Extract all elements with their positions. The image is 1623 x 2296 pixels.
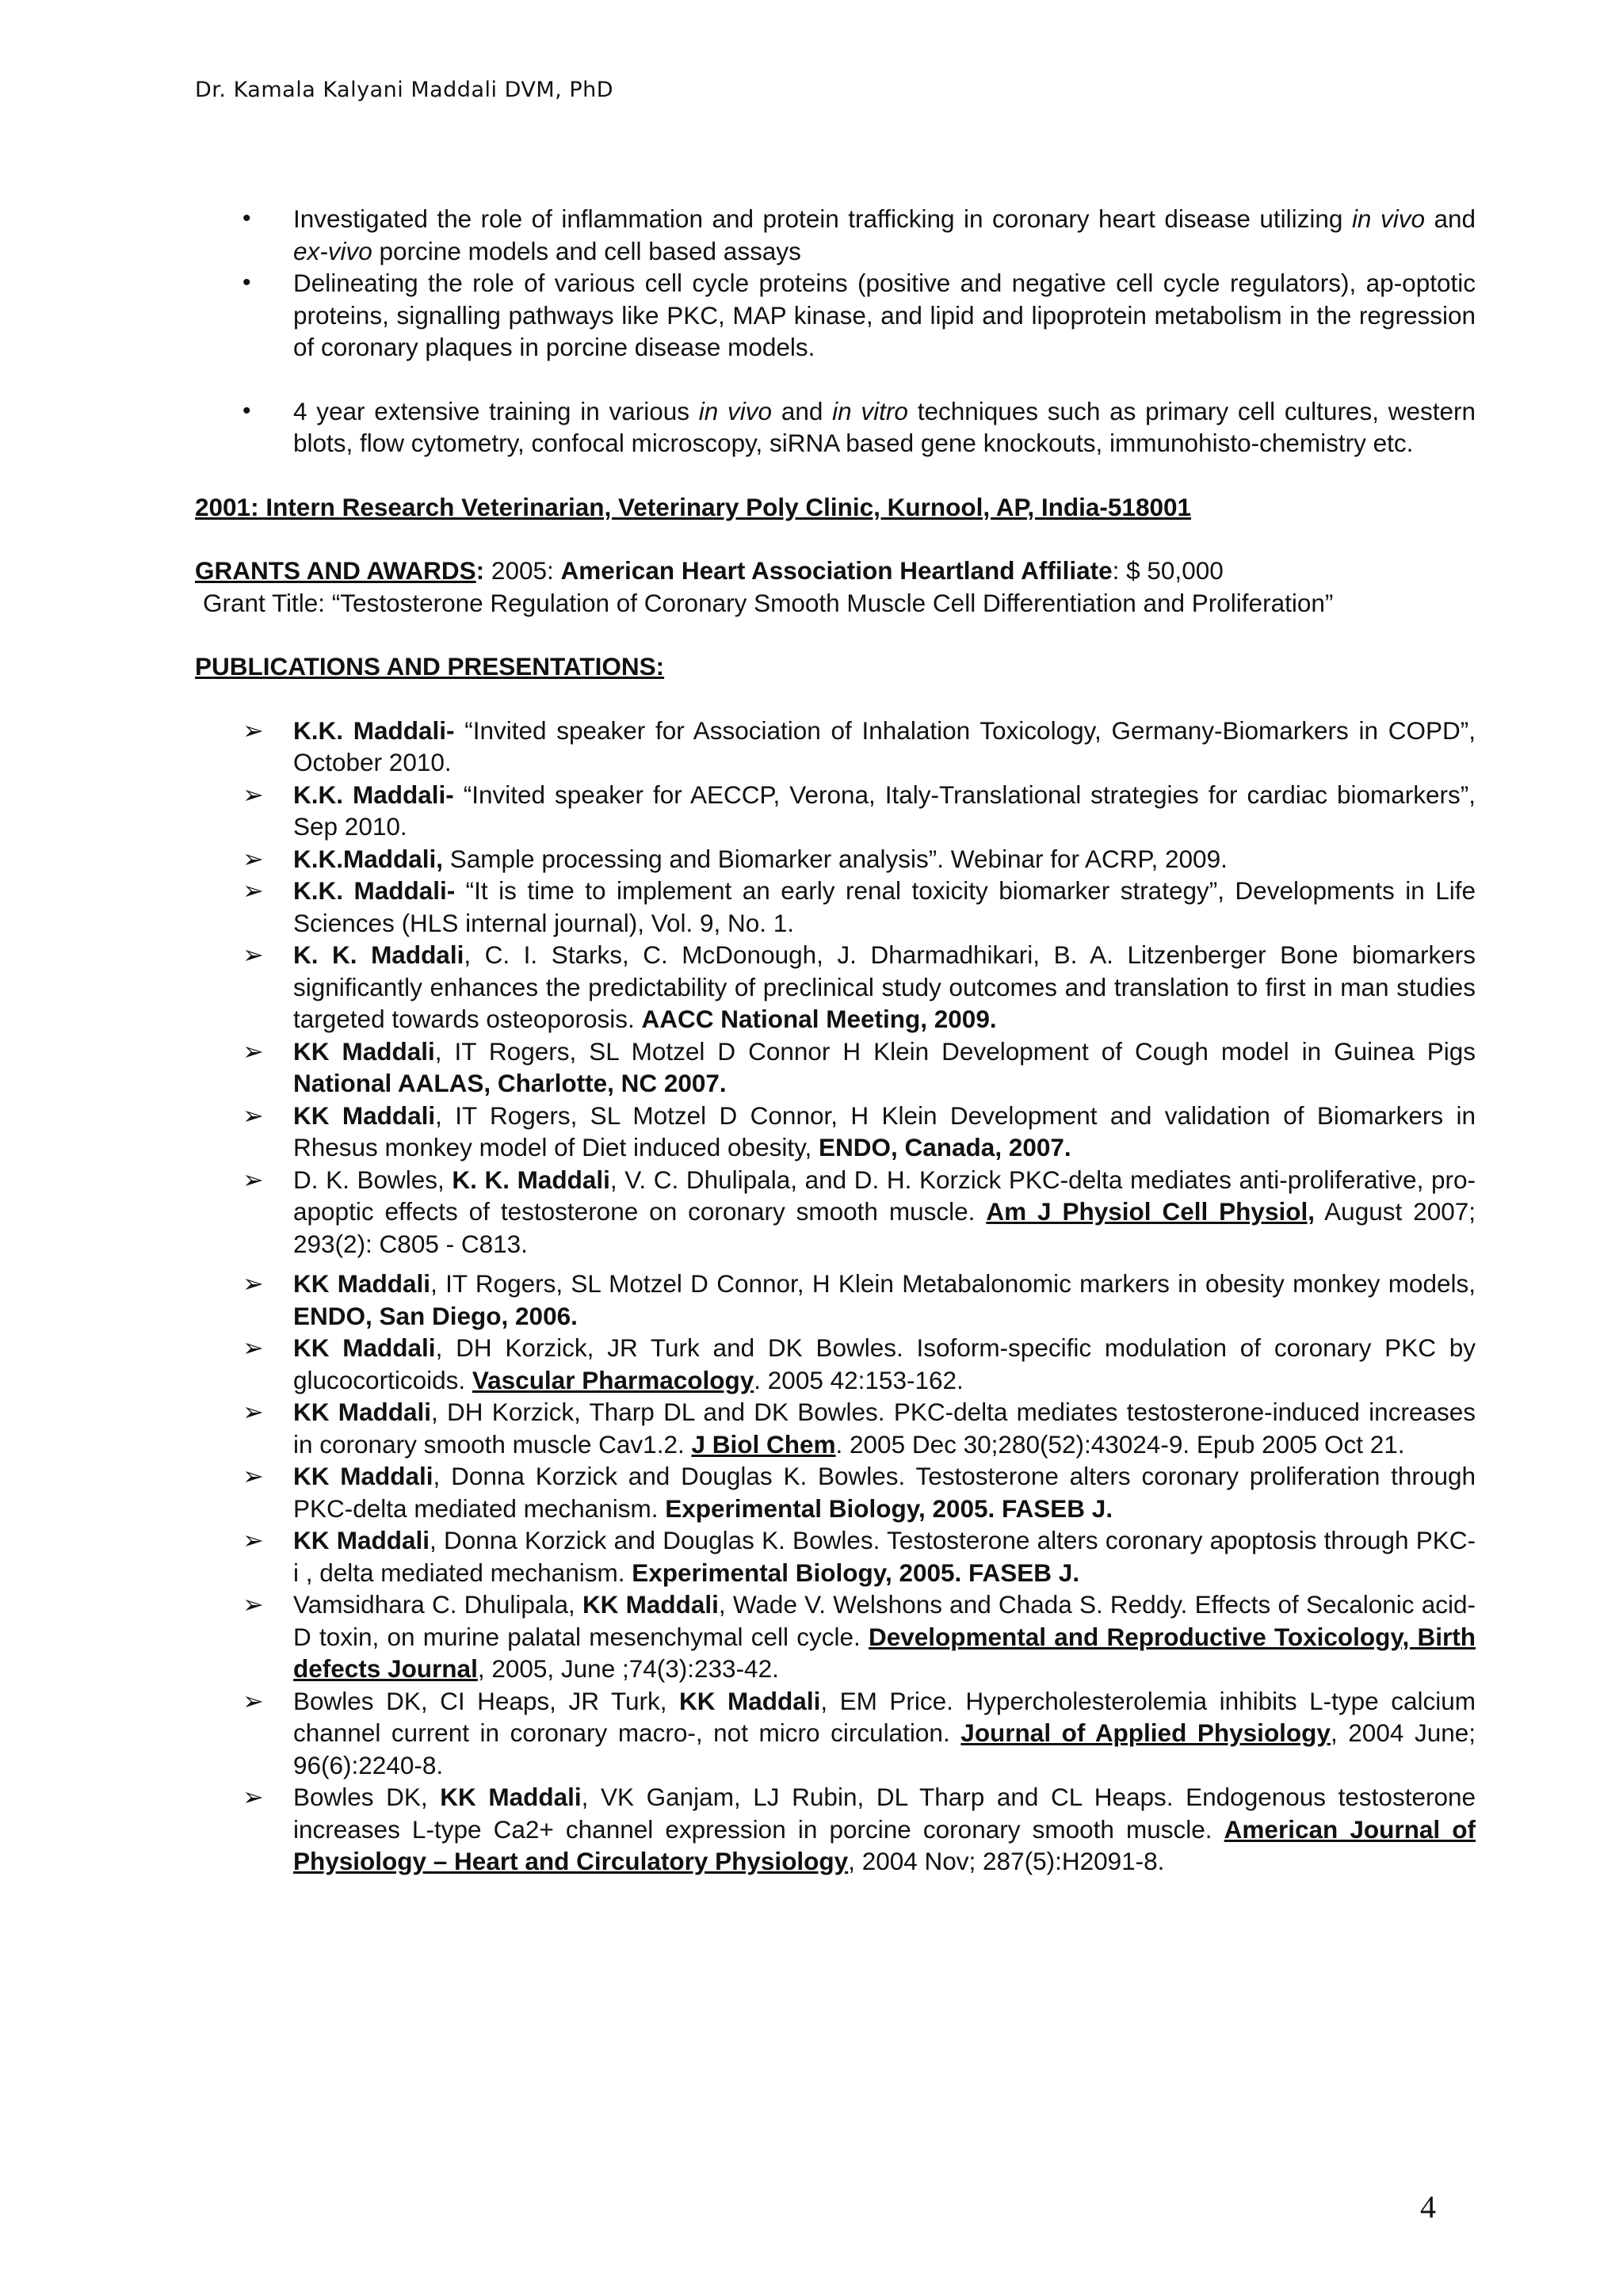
list-item: ➢ Vamsidhara C. Dhulipala, KK Maddali, Wade V. Welshons and Chada S. Reddy. Effects of Secalonic acid-D toxin, on murine palatal mesenchymal cell cycle. Developmental and Reproductive Toxicology, Birth defects Journal, 2005, June ;74(3):233-42. (242, 1590, 1476, 1683)
list-item: ➢ KK Maddali, DH Korzick, Tharp DL and DK Bowles. PKC-delta mediates testosterone-induced increases in coronary smooth muscle Cav1.2. J Biol Chem. 2005 Dec 30;280(52):43024-9. Epub 2005 Oct 21. (242, 1398, 1476, 1459)
arrow-bullet-icon: ➢ (242, 1462, 264, 1490)
bullet-icon: • (242, 205, 251, 231)
list-item: ➢ Bowles DK, CI Heaps, JR Turk, KK Maddali, EM Price. Hypercholesterolemia inhibits L-type calcium channel current in coronary macro-, not micro circulation. Journal of Applied Physiology, 2004 June; 96(6):2240-8. (242, 1686, 1476, 1779)
list-item: ➢ Bowles DK, KK Maddali, VK Ganjam, LJ Rubin, DL Tharp and CL Heaps. Endogenous testosterone increases L-type Ca2+ channel expression in porcine coronary smooth muscle. American Journal of Physiology – Heart and Circulatory Physiology, 2004 Nov; 287(5):H2091-8. (242, 1783, 1476, 1875)
training-bullets (195, 395, 1476, 460)
publications-heading: PUBLICATIONS AND PRESENTATIONS: (195, 652, 665, 681)
arrow-bullet-icon: ➢ (242, 1100, 264, 1130)
list-item: ➢ K. K. Maddali, C. I. Starks, C. McDonough, J. Dharmadhikari, B. A. Litzenberger Bone biomarkers significantly enhances the predictability of preclinical study outcomes and translation to first in man studies targeted towards osteoporosis. AACC National Meeting, 2009. (242, 940, 1476, 1033)
running-header: Dr. Kamala Kalyani Maddali DVM, PhD (195, 78, 614, 102)
list-item: • 4 year extensive training in various in vivo and in vitro techniques such as primary cell cultures, western blots, flow cytometry, confocal microscopy, siRNA based gene knockouts, immunohisto-chemistry etc. (242, 396, 1476, 457)
list-item: ➢ K.K.Maddali, Sample processing and Biomarker analysis”. Webinar for ACRP, 2009. (195, 843, 1476, 875)
list-item: ➢ KK Maddali, IT Rogers, SL Motzel D Connor, H Klein Metabalonomic markers in obesity monkey models, ENDO, San Diego, 2006. (242, 1269, 1476, 1330)
list-item: ➢ K.K. Maddali- “Invited speaker for AECCP, Verona, Italy-Translational strategies for cardiac biomarkers”, Sep 2010. (242, 780, 1476, 841)
arrow-bullet-icon: ➢ (242, 1590, 264, 1619)
list-item: ➢ KK Maddali, Donna Korzick and Douglas K. Bowles. Testosterone alters coronary proliferation through PKC-delta mediated mechanism. Experimental Biology, 2005. FASEB J. (242, 1462, 1476, 1523)
arrow-bullet-icon: ➢ (242, 1333, 264, 1362)
list-item: ➢ K.K. Maddali- “It is time to implement an early renal toxicity biomarker strategy”, Developments in Life Sciences (HLS internal journal), Vol. 9, No. 1. (242, 876, 1476, 937)
list-item: • Delineating the role of various cell cycle proteins (positive and negative cell cycle regulators), ap-optotic proteins, signalling pathways like PKC, MAP kinase, and lipid and lipoprotein metabolism in the regression of coronary plaques in porcine disease models. (242, 269, 1476, 361)
page-content (195, 203, 1476, 1878)
arrow-bullet-icon: ➢ (242, 1036, 264, 1066)
journal-name: Am J Physiol Cell Physiol, (986, 1197, 1315, 1226)
journal-name: Developmental and Reproductive Toxicology, Birth defects Journal (293, 1622, 1476, 1683)
spacer (195, 1260, 1476, 1268)
publications-list-continued (195, 1268, 1476, 1878)
arrow-bullet-icon: ➢ (242, 876, 264, 905)
arrow-bullet-icon: ➢ (242, 940, 264, 969)
page-number: 4 (1420, 2189, 1436, 2225)
list-item: ➢ KK Maddali, Donna Korzick and Douglas K. Bowles. Testosterone alters coronary apoptosis through PKC-i , delta mediated mechanism. Experimental Biology, 2005. FASEB J. (242, 1526, 1476, 1587)
list-item: ➢ K.K. Maddali- “Invited speaker for Association of Inhalation Toxicology, Germany-Biomarkers in COPD”, October 2010. (242, 715, 1476, 776)
arrow-bullet-icon: ➢ (242, 1783, 264, 1811)
spacer (195, 523, 1476, 555)
list-item: ➢ KK Maddali, IT Rogers, SL Motzel D Connor H Klein Development of Cough model in Guinea Pigs National AALAS, Charlotte, NC 2007. (242, 1036, 1476, 1097)
arrow-bullet-icon: ➢ (242, 1686, 264, 1715)
arrow-bullet-icon: ➢ (242, 1526, 264, 1554)
journal-name: Journal of Applied Physiology (960, 1718, 1331, 1747)
grants-heading: GRANTS AND AWARDS (195, 556, 476, 585)
grants-line: GRANTS AND AWARDS: 2005: American Heart Association Heartland Affiliate: $ 50,000 (195, 556, 1224, 585)
grant-title: Grant Title: “Testosterone Regulation of Coronary Smooth Muscle Cell Differentiation and Proliferation” (203, 588, 1334, 617)
list-item: ➢ D. K. Bowles, K. K. Maddali, V. C. Dhulipala, and D. H. Korzick PKC-delta mediates anti-proliferative, pro-apoptic effects of testosterone on coronary smooth muscle. Am J Physiol Cell Physiol, August 2007; 293(2): C805 - C813. (242, 1165, 1476, 1258)
arrow-bullet-icon: ➢ (242, 715, 264, 745)
list-item: ➢ KK Maddali, IT Rogers, SL Motzel D Connor, H Klein Development and validation of Biomarkers in Rhesus monkey model of Diet induced obesity, ENDO, Canada, 2007. (242, 1100, 1476, 1161)
arrow-bullet-icon: ➢ (242, 1398, 264, 1426)
research-bullets (195, 203, 1476, 364)
spacer (195, 683, 1476, 715)
intern-heading: 2001: Intern Research Veterinarian, Veterinary Poly Clinic, Kurnool, AP, India-518001 (195, 492, 1192, 521)
spacer (195, 460, 1476, 491)
arrow-bullet-icon: ➢ (242, 1269, 264, 1298)
bullet-icon: • (242, 269, 251, 296)
journal-name: American Journal of Physiology – Heart and Circulatory Physiology (293, 1814, 1476, 1875)
journal-name: Vascular Pharmacology (472, 1365, 754, 1394)
journal-name: J Biol Chem (691, 1429, 836, 1459)
spacer (195, 619, 1476, 650)
arrow-bullet-icon: ➢ (242, 1165, 264, 1194)
publications-list (195, 715, 1476, 1261)
arrow-bullet-icon: ➢ (242, 780, 264, 809)
arrow-bullet-icon: ➢ (242, 844, 264, 873)
spacer (195, 364, 1476, 395)
list-item: • Investigated the role of inflammation and protein trafficking in coronary heart disease utilizing in vivo and ex-vivo porcine models and cell based assays (242, 204, 1476, 265)
bullet-icon: • (242, 397, 251, 424)
list-item: ➢ KK Maddali, DH Korzick, JR Turk and DK Bowles. Isoform-specific modulation of coronary PKC by glucocorticoids. Vascular Pharmacology. 2005 42:153-162. (242, 1333, 1476, 1394)
